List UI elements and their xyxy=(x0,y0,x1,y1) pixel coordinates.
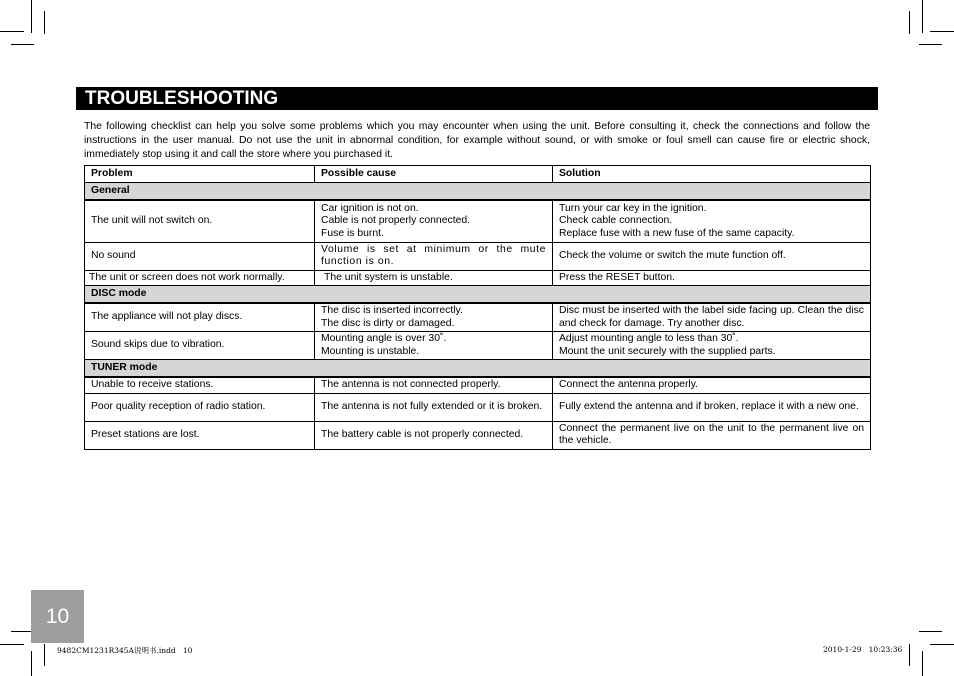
section-row-tuner-mode xyxy=(85,360,871,378)
print-slug-timestamp: 2010-1-29 10:23:36 xyxy=(823,645,903,654)
section-row-general xyxy=(85,183,871,201)
section-label: DISC mode xyxy=(85,286,871,304)
cause-cell: Volume is set at minimum or the mute function is on. xyxy=(315,242,553,270)
crop-mark xyxy=(909,11,910,34)
table-row xyxy=(85,200,871,242)
page-title: TROUBLESHOOTING xyxy=(76,87,878,110)
cause-cell xyxy=(315,332,553,360)
cause-line: Mounting is unstable. xyxy=(321,345,420,357)
crop-mark xyxy=(922,651,923,676)
cause-line: Fuse is burnt. xyxy=(321,227,384,239)
crop-mark xyxy=(44,644,45,666)
cause-line: The disc is inserted incorrectly. xyxy=(321,305,463,316)
cause-line: Cable is not properly connected. xyxy=(321,215,471,226)
problem-cell: The unit will not switch on. xyxy=(85,200,315,242)
crop-mark xyxy=(31,651,32,676)
crop-mark xyxy=(919,631,942,632)
cause-line: The disc is dirty or damaged. xyxy=(321,317,455,329)
section-row-disc-mode xyxy=(85,286,871,304)
table-row xyxy=(85,332,871,360)
problem-cell: Unable to receive stations. xyxy=(85,377,315,393)
cause-cell xyxy=(315,200,553,242)
table-header-row xyxy=(85,166,871,183)
solution-cell xyxy=(553,200,871,242)
table-row xyxy=(85,303,871,332)
solution-cell: Connect the permanent live on the unit to the permanent live on the vehicle. xyxy=(553,421,871,449)
problem-cell: The unit or screen does not work normally. xyxy=(85,270,315,286)
crop-mark xyxy=(0,644,24,645)
cause-cell: The antenna is not connected properly. xyxy=(315,377,553,393)
cause-cell: The unit system is unstable. xyxy=(315,270,553,286)
intro-paragraph: The following checklist can help you solve some problems which you may encounter when using the unit. Before consulting it, check the connections and follow the instructions in the user manual. Do not use the unit in abnormal condition, for example without sound, or with smoke or foul smell can cause fire or electric shock, immediately stop using it and call the store where you purchased it. xyxy=(84,121,870,160)
section-label: TUNER mode xyxy=(85,360,871,378)
cause-line: Car ignition is not on. xyxy=(321,202,419,214)
table-row xyxy=(85,393,871,421)
solution-line: Adjust mounting angle to less than 30˚. xyxy=(559,333,739,344)
problem-cell: No sound xyxy=(85,242,315,270)
solution-cell: Check the volume or switch the mute function off. xyxy=(553,242,871,270)
crop-mark xyxy=(909,644,910,666)
table-row xyxy=(85,421,871,449)
solution-cell: Disc must be inserted with the label side facing up. Clean the disc and check for damage. Try another disc. xyxy=(553,303,871,332)
column-header-problem: Problem xyxy=(85,166,315,183)
crop-mark xyxy=(930,31,954,32)
crop-mark xyxy=(44,11,45,34)
problem-cell: Poor quality reception of radio station. xyxy=(85,393,315,421)
cause-cell xyxy=(315,303,553,332)
crop-mark xyxy=(11,44,34,45)
cause-cell: The battery cable is not properly connected. xyxy=(315,421,553,449)
solution-line: Replace fuse with a new fuse of the same capacity. xyxy=(559,227,795,239)
solution-line: Check cable connection. xyxy=(559,215,673,226)
solution-cell: Fully extend the antenna and if broken, replace it with a new one. xyxy=(553,393,871,421)
column-header-solution: Solution xyxy=(553,166,871,183)
print-slug-file: 9482CM1231R345A说明书.indd 10 xyxy=(57,646,193,655)
page-number: 10 xyxy=(31,590,84,643)
crop-mark xyxy=(31,0,32,33)
table-row xyxy=(85,377,871,393)
crop-mark xyxy=(0,31,24,32)
solution-cell xyxy=(553,332,871,360)
troubleshooting-table xyxy=(84,165,871,450)
problem-cell: Preset stations are lost. xyxy=(85,421,315,449)
crop-mark xyxy=(922,0,923,33)
solution-cell: Press the RESET button. xyxy=(553,270,871,286)
column-header-cause: Possible cause xyxy=(315,166,553,183)
table-row xyxy=(85,270,871,286)
cause-line: Mounting angle is over 30˚. xyxy=(321,333,447,344)
solution-line: Mount the unit securely with the supplied parts. xyxy=(559,345,776,357)
solution-cell: Connect the antenna properly. xyxy=(553,377,871,393)
table-row xyxy=(85,242,871,270)
section-label: General xyxy=(85,183,871,201)
cause-cell: The antenna is not fully extended or it is broken. xyxy=(315,393,553,421)
crop-mark xyxy=(919,44,942,45)
problem-cell: Sound skips due to vibration. xyxy=(85,332,315,360)
crop-mark xyxy=(930,644,954,645)
problem-cell: The appliance will not play discs. xyxy=(85,303,315,332)
solution-line: Turn your car key in the ignition. xyxy=(559,202,707,214)
